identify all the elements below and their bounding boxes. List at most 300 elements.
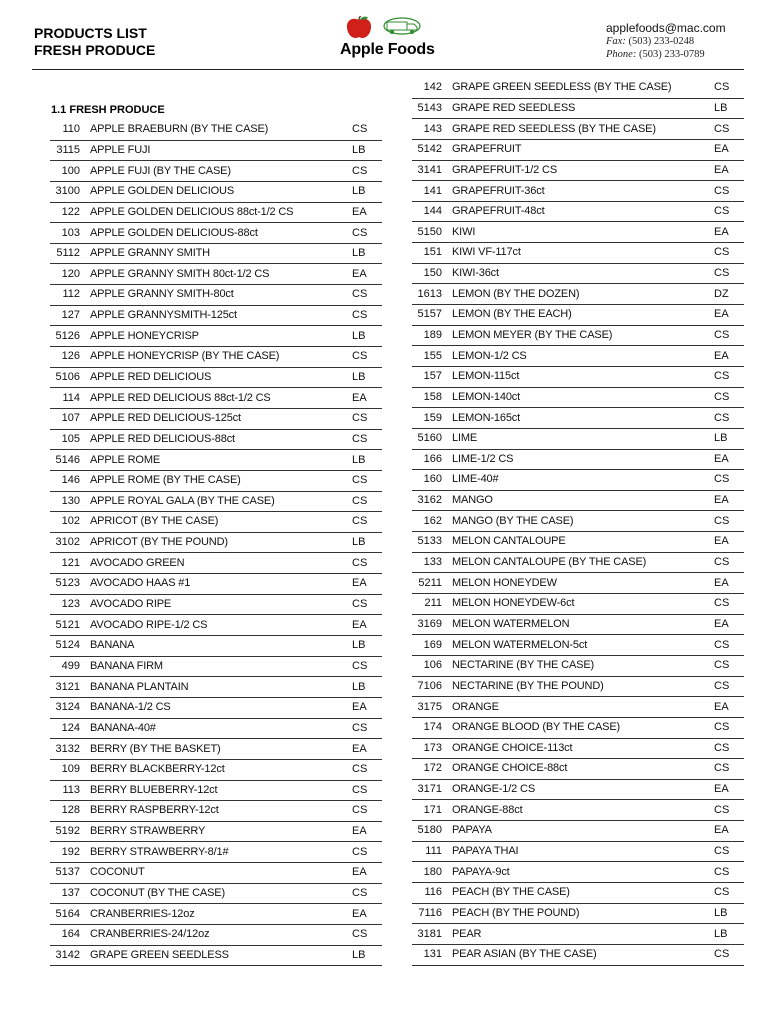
product-description: BERRY STRAWBERRY-8/1# bbox=[90, 846, 229, 858]
product-unit: EA bbox=[352, 205, 367, 218]
product-description: ORANGE bbox=[452, 701, 499, 713]
apple-icon bbox=[347, 16, 371, 38]
product-description: GRAPEFRUIT bbox=[452, 144, 522, 156]
product-row bbox=[412, 511, 744, 532]
product-code: 158 bbox=[423, 390, 442, 403]
product-code: 120 bbox=[61, 267, 80, 280]
product-row bbox=[50, 430, 382, 451]
product-unit: LB bbox=[352, 948, 366, 961]
product-description: COCONUT bbox=[90, 867, 145, 879]
product-description: APPLE RED DELICIOUS-125ct bbox=[90, 413, 241, 425]
product-row bbox=[412, 718, 744, 739]
product-code: 174 bbox=[423, 721, 442, 734]
product-description: APPLE GRANNY SMITH bbox=[90, 248, 210, 260]
product-description: LEMON (BY THE EACH) bbox=[452, 309, 572, 321]
product-code: 5160 bbox=[417, 432, 442, 445]
product-row bbox=[412, 222, 744, 243]
product-code: 128 bbox=[61, 804, 80, 817]
product-code: 146 bbox=[61, 474, 80, 487]
product-description: MANGO (BY THE CASE) bbox=[452, 515, 574, 527]
product-unit: CS bbox=[714, 948, 730, 961]
product-description: MELON HONEYDEW-6ct bbox=[452, 598, 575, 610]
product-code: 102 bbox=[61, 515, 80, 528]
product-unit: EA bbox=[352, 618, 367, 631]
document-title-line1: PRODUCTS LIST bbox=[34, 25, 147, 41]
product-rows-left bbox=[50, 120, 382, 966]
product-row bbox=[412, 99, 744, 120]
product-code: 109 bbox=[61, 763, 80, 776]
product-row bbox=[412, 697, 744, 718]
product-unit: EA bbox=[352, 391, 367, 404]
product-description: LEMON (BY THE DOZEN) bbox=[452, 288, 580, 300]
product-code: 192 bbox=[61, 845, 80, 858]
product-description: BERRY BLUEBERRY-12ct bbox=[90, 784, 218, 796]
product-row bbox=[50, 182, 382, 203]
product-code: 3142 bbox=[55, 948, 80, 961]
logo-text: Apple Foods bbox=[340, 41, 435, 58]
product-row bbox=[412, 904, 744, 925]
product-unit: EA bbox=[352, 267, 367, 280]
product-description: KIWI bbox=[452, 226, 476, 238]
product-unit: CS bbox=[352, 659, 368, 672]
product-description: BANANA-40# bbox=[90, 722, 156, 734]
product-row bbox=[412, 821, 744, 842]
product-row bbox=[50, 347, 382, 368]
product-unit: CS bbox=[714, 329, 730, 341]
product-description: AVOCADO RIPE-1/2 CS bbox=[90, 619, 208, 631]
product-code: 5142 bbox=[417, 143, 442, 156]
product-row bbox=[412, 862, 744, 883]
product-description: ORANGE BLOOD (BY THE CASE) bbox=[452, 722, 621, 734]
product-row bbox=[50, 574, 382, 595]
product-rows-right bbox=[412, 78, 744, 966]
product-unit: LB bbox=[714, 927, 728, 940]
product-unit: CS bbox=[352, 556, 368, 569]
product-code: 5143 bbox=[417, 101, 442, 114]
product-description: BANANA PLANTAIN bbox=[90, 681, 189, 693]
product-unit: CS bbox=[352, 598, 368, 611]
product-description: LEMON MEYER (BY THE CASE) bbox=[452, 330, 613, 341]
product-unit: EA bbox=[714, 225, 729, 238]
product-row bbox=[50, 161, 382, 182]
product-unit: CS bbox=[352, 412, 368, 425]
product-description: APRICOT (BY THE POUND) bbox=[90, 537, 228, 549]
product-unit: LB bbox=[352, 247, 366, 260]
product-description: APPLE GOLDEN DELICIOUS 88ct-1/2 CS bbox=[90, 206, 294, 218]
product-code: 124 bbox=[61, 721, 80, 734]
product-code: 5112 bbox=[56, 247, 80, 260]
product-row bbox=[50, 946, 382, 967]
product-row bbox=[412, 491, 744, 512]
product-unit: CS bbox=[714, 81, 730, 94]
product-unit: CS bbox=[352, 887, 368, 900]
product-description: APPLE HONEYCRISP (BY THE CASE) bbox=[90, 351, 280, 363]
product-row bbox=[412, 181, 744, 202]
product-code: 160 bbox=[423, 473, 442, 486]
product-description: APPLE GOLDEN DELICIOUS bbox=[90, 186, 235, 198]
product-unit: CS bbox=[352, 928, 368, 941]
product-row bbox=[50, 244, 382, 265]
product-row bbox=[412, 305, 744, 326]
product-description: LEMON-165ct bbox=[452, 412, 521, 424]
product-description: GRAPEFRUIT-36ct bbox=[452, 185, 545, 197]
product-unit: CS bbox=[714, 122, 730, 135]
product-code: 5137 bbox=[55, 866, 80, 879]
product-unit: LB bbox=[352, 371, 366, 383]
product-code: 5150 bbox=[417, 225, 442, 238]
product-unit: LB bbox=[352, 536, 366, 549]
product-code: 142 bbox=[423, 81, 442, 94]
product-row bbox=[50, 657, 382, 678]
product-unit: LB bbox=[714, 906, 728, 919]
product-code: 3124 bbox=[55, 701, 80, 714]
product-code: 100 bbox=[61, 164, 80, 177]
product-row bbox=[50, 760, 382, 781]
product-unit: CS bbox=[714, 845, 730, 858]
product-row bbox=[50, 141, 382, 162]
product-description: KIWI-36ct bbox=[452, 268, 499, 280]
product-row bbox=[50, 388, 382, 409]
product-row bbox=[412, 429, 744, 450]
product-description: PEACH (BY THE CASE) bbox=[452, 887, 570, 899]
product-code: 133 bbox=[423, 556, 442, 569]
product-list-right bbox=[412, 78, 744, 966]
product-code: 162 bbox=[423, 514, 442, 527]
document-title bbox=[34, 25, 155, 59]
product-row bbox=[50, 120, 382, 141]
product-row bbox=[50, 223, 382, 244]
product-row bbox=[50, 512, 382, 533]
product-description: APPLE RED DELICIOUS 88ct-1/2 CS bbox=[90, 392, 271, 404]
product-unit: EA bbox=[714, 163, 729, 176]
product-description: CRANBERRIES-24/12oz bbox=[90, 929, 210, 941]
product-row bbox=[412, 264, 744, 285]
header-divider bbox=[32, 69, 744, 70]
product-row bbox=[412, 800, 744, 821]
product-description: MELON CANTALOUPE (BY THE CASE) bbox=[452, 557, 647, 569]
product-row bbox=[412, 243, 744, 264]
product-code: 5180 bbox=[417, 824, 442, 837]
product-unit: LB bbox=[352, 639, 366, 652]
product-unit: EA bbox=[352, 907, 367, 920]
contact-email[interactable]: applefoods@mac.com bbox=[606, 21, 726, 35]
product-description: GRAPE GREEN SEEDLESS bbox=[90, 949, 229, 961]
product-unit: CS bbox=[714, 721, 730, 734]
product-code: 169 bbox=[423, 638, 442, 651]
product-unit: EA bbox=[714, 700, 729, 713]
product-row bbox=[412, 842, 744, 863]
product-code: 111 bbox=[425, 845, 442, 858]
product-unit: EA bbox=[714, 452, 729, 465]
contact-fax bbox=[606, 35, 726, 48]
product-description: GRAPE RED SEEDLESS (BY THE CASE) bbox=[452, 123, 656, 135]
product-unit: CS bbox=[714, 597, 730, 610]
product-unit: CS bbox=[714, 556, 730, 569]
product-row bbox=[412, 594, 744, 615]
product-code: 5106 bbox=[55, 371, 80, 383]
product-unit: EA bbox=[352, 866, 367, 879]
product-description: BANANA-1/2 CS bbox=[90, 702, 171, 714]
product-code: 123 bbox=[61, 598, 80, 611]
product-row bbox=[412, 284, 744, 305]
brand-logo bbox=[338, 16, 438, 62]
product-description: ORANGE-1/2 CS bbox=[452, 784, 536, 796]
product-code: 3162 bbox=[417, 494, 442, 507]
product-code: 5121 bbox=[55, 618, 80, 631]
product-code: 107 bbox=[61, 412, 80, 425]
product-description: CRANBERRIES-12oz bbox=[90, 908, 195, 920]
product-unit: EA bbox=[714, 535, 729, 548]
product-description: MELON WATERMELON bbox=[452, 618, 570, 630]
product-description: APPLE GRANNY SMITH 80ct-1/2 CS bbox=[90, 268, 270, 280]
product-unit: CS bbox=[714, 659, 730, 672]
product-unit: LB bbox=[352, 329, 366, 342]
product-description: MELON WATERMELON-5ct bbox=[452, 639, 588, 651]
product-code: 157 bbox=[423, 370, 442, 383]
product-description: AVOCADO HAAS #1 bbox=[90, 578, 191, 590]
product-row bbox=[50, 203, 382, 224]
product-row bbox=[412, 388, 744, 409]
section-heading: 1.1 FRESH PRODUCE bbox=[51, 104, 165, 116]
product-description: APPLE BRAEBURN (BY THE CASE) bbox=[90, 124, 269, 136]
product-row bbox=[50, 264, 382, 285]
phone-label: Phone: bbox=[606, 49, 637, 60]
product-code: 5123 bbox=[55, 577, 80, 590]
product-unit: CS bbox=[714, 514, 730, 527]
product-code: 105 bbox=[61, 432, 80, 445]
product-description: GRAPEFRUIT-1/2 CS bbox=[452, 164, 558, 176]
product-description: BERRY BLACKBERRY-12ct bbox=[90, 764, 225, 776]
product-unit: CS bbox=[714, 205, 730, 218]
product-description: APPLE ROME (BY THE CASE) bbox=[90, 475, 241, 487]
product-unit: LB bbox=[352, 185, 366, 198]
product-code: 3169 bbox=[417, 617, 442, 630]
product-code: 164 bbox=[61, 928, 80, 941]
product-row bbox=[50, 822, 382, 843]
product-unit: EA bbox=[714, 494, 729, 507]
product-row bbox=[412, 553, 744, 574]
product-description: PAPAYA bbox=[452, 825, 492, 837]
product-description: APPLE RED DELICIOUS bbox=[90, 372, 212, 383]
logo-graphic bbox=[338, 16, 438, 42]
product-description: MELON CANTALOUPE bbox=[452, 536, 566, 548]
product-row bbox=[412, 326, 744, 347]
product-unit: EA bbox=[714, 308, 729, 321]
product-code: 155 bbox=[423, 349, 442, 362]
product-code: 3171 bbox=[417, 783, 442, 796]
product-row bbox=[412, 635, 744, 656]
product-code: 5133 bbox=[417, 535, 442, 548]
product-row bbox=[50, 471, 382, 492]
product-code: 211 bbox=[424, 597, 442, 610]
product-row bbox=[412, 573, 744, 594]
product-row bbox=[412, 615, 744, 636]
product-row bbox=[412, 450, 744, 471]
product-row bbox=[50, 884, 382, 905]
phone-number: (503) 233-0789 bbox=[638, 49, 705, 60]
product-unit: CS bbox=[714, 803, 730, 816]
product-unit: EA bbox=[352, 742, 367, 755]
product-description: PEAR ASIAN (BY THE CASE) bbox=[452, 949, 597, 961]
product-description: GRAPE RED SEEDLESS bbox=[452, 102, 576, 114]
product-code: 5124 bbox=[55, 639, 80, 652]
product-code: 110 bbox=[62, 123, 80, 136]
product-row bbox=[50, 450, 382, 471]
product-code: 112 bbox=[62, 288, 80, 301]
product-row bbox=[412, 532, 744, 553]
product-code: 3100 bbox=[55, 185, 80, 198]
product-unit: CS bbox=[714, 762, 730, 775]
product-description: LIME bbox=[452, 433, 478, 445]
product-unit: CS bbox=[714, 638, 730, 651]
product-row bbox=[50, 781, 382, 802]
product-description: APPLE HONEYCRISP bbox=[90, 330, 199, 342]
product-code: 126 bbox=[61, 350, 80, 363]
product-code: 113 bbox=[62, 783, 80, 796]
product-list-left bbox=[50, 100, 382, 966]
product-code: 3115 bbox=[56, 143, 80, 156]
product-description: COCONUT (BY THE CASE) bbox=[90, 888, 225, 900]
product-code: 189 bbox=[423, 329, 442, 341]
product-row bbox=[50, 719, 382, 740]
product-code: 171 bbox=[423, 803, 442, 816]
product-description: APPLE ROYAL GALA (BY THE CASE) bbox=[90, 495, 275, 507]
product-unit: EA bbox=[714, 349, 729, 362]
product-code: 114 bbox=[62, 391, 80, 404]
product-row bbox=[412, 677, 744, 698]
product-description: ORANGE CHOICE-88ct bbox=[452, 763, 568, 775]
product-code: 172 bbox=[423, 762, 442, 775]
product-unit: CS bbox=[714, 679, 730, 692]
fax-label: Fax: bbox=[606, 36, 626, 47]
product-code: 121 bbox=[61, 556, 80, 569]
product-description: APPLE GOLDEN DELICIOUS-88ct bbox=[90, 227, 258, 239]
product-description: LEMON-1/2 CS bbox=[452, 350, 527, 362]
product-code: 3141 bbox=[417, 163, 442, 176]
product-row bbox=[50, 306, 382, 327]
product-unit: CS bbox=[352, 474, 368, 487]
product-code: 180 bbox=[423, 865, 442, 878]
product-description: ORANGE-88ct bbox=[452, 804, 523, 816]
product-description: GRAPEFRUIT-48ct bbox=[452, 206, 545, 218]
product-unit: LB bbox=[352, 680, 366, 693]
product-description: APPLE ROME bbox=[90, 454, 161, 466]
product-description: LEMON-115ct bbox=[452, 371, 520, 383]
product-description: LEMON-140ct bbox=[452, 391, 521, 403]
product-description: PEACH (BY THE POUND) bbox=[452, 907, 580, 919]
product-description: APPLE FUJI (BY THE CASE) bbox=[90, 165, 231, 177]
product-description: BANANA bbox=[90, 640, 135, 652]
product-unit: EA bbox=[714, 576, 729, 589]
product-code: 144 bbox=[423, 205, 442, 218]
product-unit: CS bbox=[352, 804, 368, 817]
product-description: PAPAYA-9ct bbox=[452, 866, 510, 878]
product-code: 106 bbox=[423, 659, 442, 672]
product-description: LIME-40# bbox=[452, 474, 499, 486]
product-row bbox=[50, 595, 382, 616]
product-row bbox=[50, 368, 382, 389]
product-unit: CS bbox=[714, 184, 730, 197]
product-code: 159 bbox=[423, 411, 442, 424]
product-unit: CS bbox=[714, 370, 730, 383]
fax-number: (503) 233-0248 bbox=[628, 36, 695, 47]
contact-block bbox=[606, 21, 726, 61]
product-unit: EA bbox=[714, 824, 729, 837]
product-unit: CS bbox=[714, 267, 730, 280]
product-row bbox=[412, 739, 744, 760]
product-row bbox=[412, 367, 744, 388]
product-description: BERRY (BY THE BASKET) bbox=[90, 743, 221, 755]
product-row bbox=[412, 759, 744, 780]
product-row bbox=[412, 780, 744, 801]
product-description: BERRY RASPBERRY-12ct bbox=[90, 805, 219, 817]
product-code: 116 bbox=[424, 886, 442, 899]
product-row bbox=[412, 470, 744, 491]
product-row bbox=[412, 408, 744, 429]
product-row bbox=[50, 553, 382, 574]
product-code: 3181 bbox=[417, 927, 442, 940]
product-code: 7116 bbox=[418, 906, 442, 919]
product-description: AVOCADO RIPE bbox=[90, 599, 172, 611]
product-row bbox=[50, 636, 382, 657]
product-description: BANANA FIRM bbox=[90, 660, 163, 672]
product-unit: EA bbox=[352, 701, 367, 714]
product-row bbox=[412, 78, 744, 99]
product-unit: LB bbox=[352, 143, 366, 156]
product-description: PEAR bbox=[452, 928, 482, 940]
product-code: 166 bbox=[423, 452, 442, 465]
product-row bbox=[50, 409, 382, 430]
product-code: 151 bbox=[423, 246, 442, 259]
product-code: 143 bbox=[423, 122, 442, 135]
product-unit: CS bbox=[352, 164, 368, 177]
product-row bbox=[50, 326, 382, 347]
product-description: APPLE RED DELICIOUS-88ct bbox=[90, 433, 235, 445]
product-code: 131 bbox=[423, 948, 442, 961]
product-description: BERRY STRAWBERRY bbox=[90, 826, 206, 838]
product-code: 103 bbox=[61, 226, 80, 239]
product-unit: CS bbox=[714, 390, 730, 403]
product-row bbox=[412, 161, 744, 182]
product-row bbox=[412, 656, 744, 677]
product-row bbox=[412, 924, 744, 945]
product-unit: LB bbox=[714, 101, 728, 114]
page-header bbox=[0, 0, 768, 72]
product-unit: EA bbox=[714, 143, 729, 156]
product-code: 5211 bbox=[418, 576, 442, 589]
product-row bbox=[412, 119, 744, 140]
product-unit: CS bbox=[352, 721, 368, 734]
product-row bbox=[412, 202, 744, 223]
product-unit: CS bbox=[352, 494, 368, 507]
product-code: 5192 bbox=[55, 825, 80, 838]
product-unit: CS bbox=[352, 288, 368, 301]
product-code: 5146 bbox=[55, 453, 80, 466]
product-code: 5126 bbox=[55, 329, 80, 342]
product-unit: LB bbox=[352, 453, 366, 466]
product-description: MELON HONEYDEW bbox=[452, 577, 557, 589]
product-row bbox=[412, 140, 744, 161]
product-unit: CS bbox=[352, 845, 368, 858]
product-row bbox=[50, 863, 382, 884]
product-unit: CS bbox=[352, 123, 368, 136]
product-unit: EA bbox=[714, 783, 729, 796]
product-code: 3132 bbox=[55, 742, 80, 755]
product-unit: CS bbox=[352, 309, 368, 322]
product-row bbox=[50, 615, 382, 636]
product-unit: CS bbox=[714, 886, 730, 899]
product-description: NECTARINE (BY THE POUND) bbox=[452, 680, 604, 692]
